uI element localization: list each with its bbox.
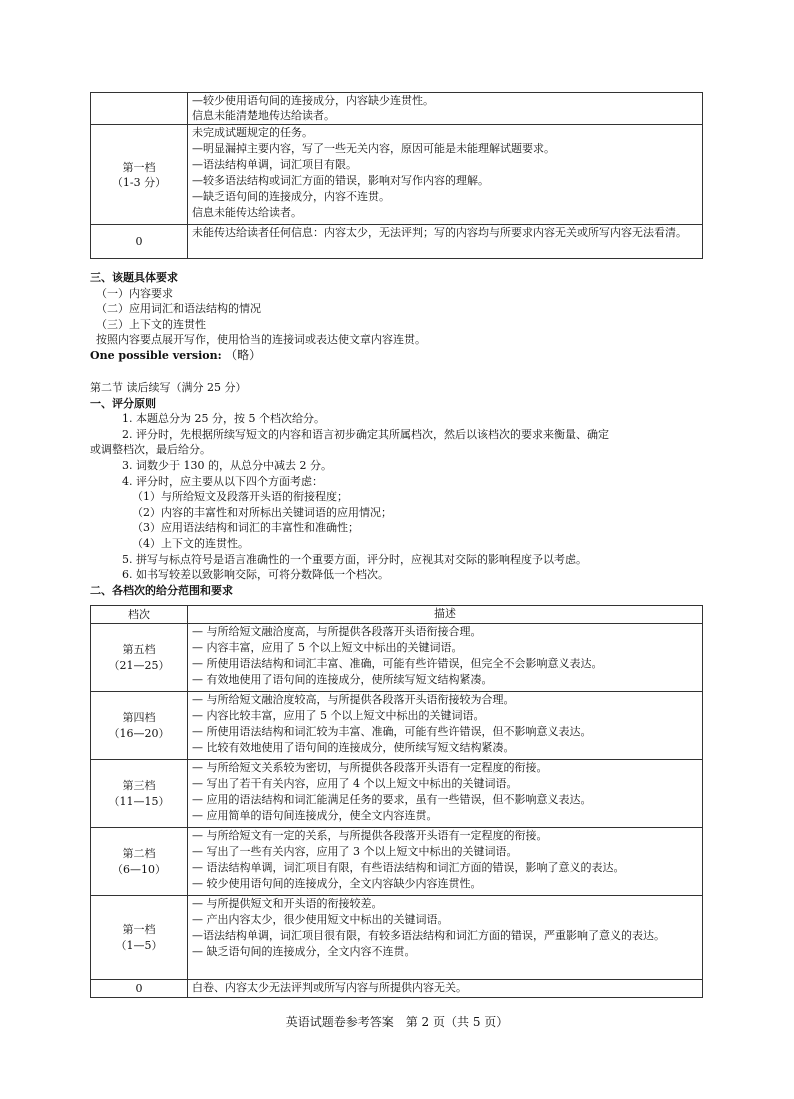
list-item: （一）内容要求	[96, 286, 173, 300]
list-item: （三）上下文的连贯性	[96, 317, 206, 331]
level-range: （16—20）	[108, 726, 170, 740]
desc-line: — 所使用语法结构和词汇丰富、准确，可能有些许错误，但完全不会影响意义表达。	[192, 657, 603, 670]
header-level: 档次	[91, 606, 188, 624]
table-header-row	[91, 606, 703, 624]
desc-line: — 语法结构单调，词汇项目有限，有些语法结构和词汇方面的错误，影响了意义的表达。	[192, 861, 625, 874]
principle-line: 4. 评分时，应主要从以下四个方面考虑：	[122, 474, 323, 488]
desc-line: — 与所给短文融洽度较高，与所提供各段落开头语衔接较为合理。	[192, 693, 515, 706]
desc-line: — 应用简单的语句间连接成分，使全文内容连贯。	[192, 809, 438, 822]
principle-line: 或调整档次，最后给分。	[90, 443, 211, 457]
desc-cell	[188, 93, 703, 125]
desc-line: — 内容比较丰富，应用了 5 个以上短文中标出的关键词语。	[192, 709, 485, 722]
section-continuation	[90, 380, 710, 598]
level-label: 0	[91, 980, 188, 998]
level-cell	[91, 896, 188, 980]
desc-line: 未完成试题规定的任务。	[192, 126, 313, 139]
principle-line: 6. 如书写较差以致影响交际，可将分数降低一个档次。	[122, 568, 389, 582]
principle-line: 3. 词数少于 130 的，从总分中减去 2 分。	[122, 458, 332, 472]
principle-line: （3）应用语法结构和词汇的丰富性和准确性；	[132, 521, 359, 535]
table-row	[91, 624, 703, 692]
requirement-note: 按照内容要点展开写作，使用恰当的连接词或表达使文章内容连贯。	[96, 333, 426, 347]
table-scoring-part1	[90, 92, 703, 259]
desc-line: —较少使用语句间的连接成分，内容缺少连贯性。	[192, 94, 434, 107]
table-row	[91, 760, 703, 828]
desc-line: — 应用的语法结构和词汇能满足任务的要求，虽有一些错误，但不影响意义表达。	[192, 793, 592, 806]
desc-cell	[188, 125, 703, 225]
part-title: 第二节 读后续写（满分 25 分）	[90, 381, 247, 394]
level-range: （11—15）	[108, 794, 170, 808]
desc-line: 信息未能传达给读者。	[192, 206, 302, 219]
section-heading: 二、各档次的给分范围和要求	[90, 583, 233, 597]
list-item: （二）应用词汇和语法结构的情况	[96, 302, 261, 316]
desc-line: — 与所提供短文和开头语的衔接较差。	[192, 897, 383, 910]
desc-line: — 写出了若干有关内容，应用了 4 个以上短文中标出的关键词语。	[192, 777, 518, 790]
level-label: 第四档	[122, 710, 156, 724]
desc-line: —语法结构单调，词汇项目有限。	[192, 158, 357, 171]
desc-line: — 与所给短文有一定的关系，与所提供各段落开头语有一定程度的衔接。	[192, 829, 548, 842]
table-row	[91, 828, 703, 896]
desc-line: 未能传达给读者任何信息：内容太少，无法评判；写的内容均与所要求内容无关或所写内容无法看清。	[192, 226, 687, 239]
table-row	[91, 225, 703, 259]
desc-line: — 内容丰富，应用了 5 个以上短文中标出的关键词语。	[192, 641, 463, 654]
version-value: （略）	[225, 347, 262, 362]
level-label: 第一档	[122, 922, 156, 936]
desc-line: 信息未能清楚地传达给读者。	[192, 109, 335, 122]
level-range: （21—25）	[108, 658, 170, 672]
desc-line: —语法结构单调，词汇项目很有限，有较多语法结构和词汇方面的错误，严重影响了意义的表达。	[192, 929, 665, 942]
desc-line: — 所使用语法结构和词汇较为丰富、准确，可能有些许错误，但不影响意义表达。	[192, 725, 592, 738]
level-range: （1—5）	[115, 938, 163, 952]
table-row	[91, 93, 703, 125]
principle-line: （2）内容的丰富性和对所标出关键词语的应用情况；	[132, 505, 392, 519]
table-row	[91, 125, 703, 225]
desc-line: — 比较有效地使用了语句间的连接成分，使所续写短文结构紧凑。	[192, 741, 515, 754]
level-cell	[91, 93, 188, 125]
desc-cell	[188, 692, 703, 760]
table-row	[91, 896, 703, 980]
table-row	[91, 980, 703, 998]
desc-line: 白卷、内容太少无法评判或所写内容与所提供内容无关。	[188, 980, 703, 998]
desc-cell	[188, 896, 703, 980]
header-desc: 描述	[188, 606, 703, 624]
level-cell	[91, 692, 188, 760]
level-label: 第一档	[122, 160, 156, 174]
level-label: 第三档	[122, 778, 156, 792]
version-line	[90, 348, 710, 364]
desc-cell	[188, 828, 703, 896]
principle-line: （4）上下文的连贯性。	[132, 536, 249, 550]
level-cell	[91, 760, 188, 828]
desc-line: — 缺乏语句间的连接成分，全文内容不连贯。	[192, 945, 416, 958]
principle-line: 5. 拼写与标点符号是语言准确性的一个重要方面，评分时，应视其对交际的影响程度予以考虑。	[122, 552, 587, 566]
desc-line: —明显漏掉主要内容，写了一些无关内容，原因可能是未能理解试题要求。	[192, 142, 555, 155]
desc-line: — 与所给短文融洽度高，与所提供各段落开头语衔接合理。	[192, 625, 482, 638]
desc-line: —较多语法结构或词汇方面的错误，影响对写作内容的理解。	[192, 174, 489, 187]
desc-line: — 较少使用语句间的连接成分，全文内容缺少内容连贯性。	[192, 877, 482, 890]
section-requirements	[90, 270, 710, 364]
desc-line: — 与所给短文关系较为密切，与所提供各段落开头语有一定程度的衔接。	[192, 761, 548, 774]
principle-line: （1）与所给短文及段落开头语的衔接程度；	[132, 490, 348, 504]
level-cell	[91, 624, 188, 692]
level-range: （1-3 分）	[111, 175, 167, 189]
table-scoring-part2	[90, 605, 703, 998]
desc-cell	[188, 760, 703, 828]
principle-line: 2. 评分时，先根据所续写短文的内容和语言初步确定其所属档次，然后以该档次的要求来衡量、确定	[122, 427, 609, 441]
desc-cell	[188, 624, 703, 692]
desc-line: — 写出了一些有关内容，应用了 3 个以上短文中标出的关键词语。	[192, 845, 518, 858]
level-label: 第五档	[122, 642, 156, 656]
section-heading: 一、评分原则	[90, 396, 156, 410]
level-cell	[91, 225, 188, 259]
level-cell	[91, 125, 188, 225]
desc-cell	[188, 225, 703, 259]
desc-line: — 有效地使用了语句间的连接成分，使所续写短文结构紧凑。	[192, 673, 493, 686]
table-row	[91, 692, 703, 760]
level-cell	[91, 828, 188, 896]
section-heading: 三、该题具体要求	[90, 271, 178, 284]
desc-line: —缺乏语句间的连接成分，内容不连贯。	[192, 190, 390, 203]
version-label: One possible version:	[90, 348, 222, 362]
level-label: 第二档	[122, 846, 156, 860]
level-range: （6—10）	[112, 862, 166, 876]
page-footer: 英语试题卷参考答案 第 2 页（共 5 页）	[285, 1015, 509, 1029]
desc-line: — 产出内容太少，很少使用短文中标出的关键词语。	[192, 913, 449, 926]
level-label: 0	[135, 235, 143, 248]
principle-line: 1. 本题总分为 25 分，按 5 个档次给分。	[122, 412, 325, 426]
